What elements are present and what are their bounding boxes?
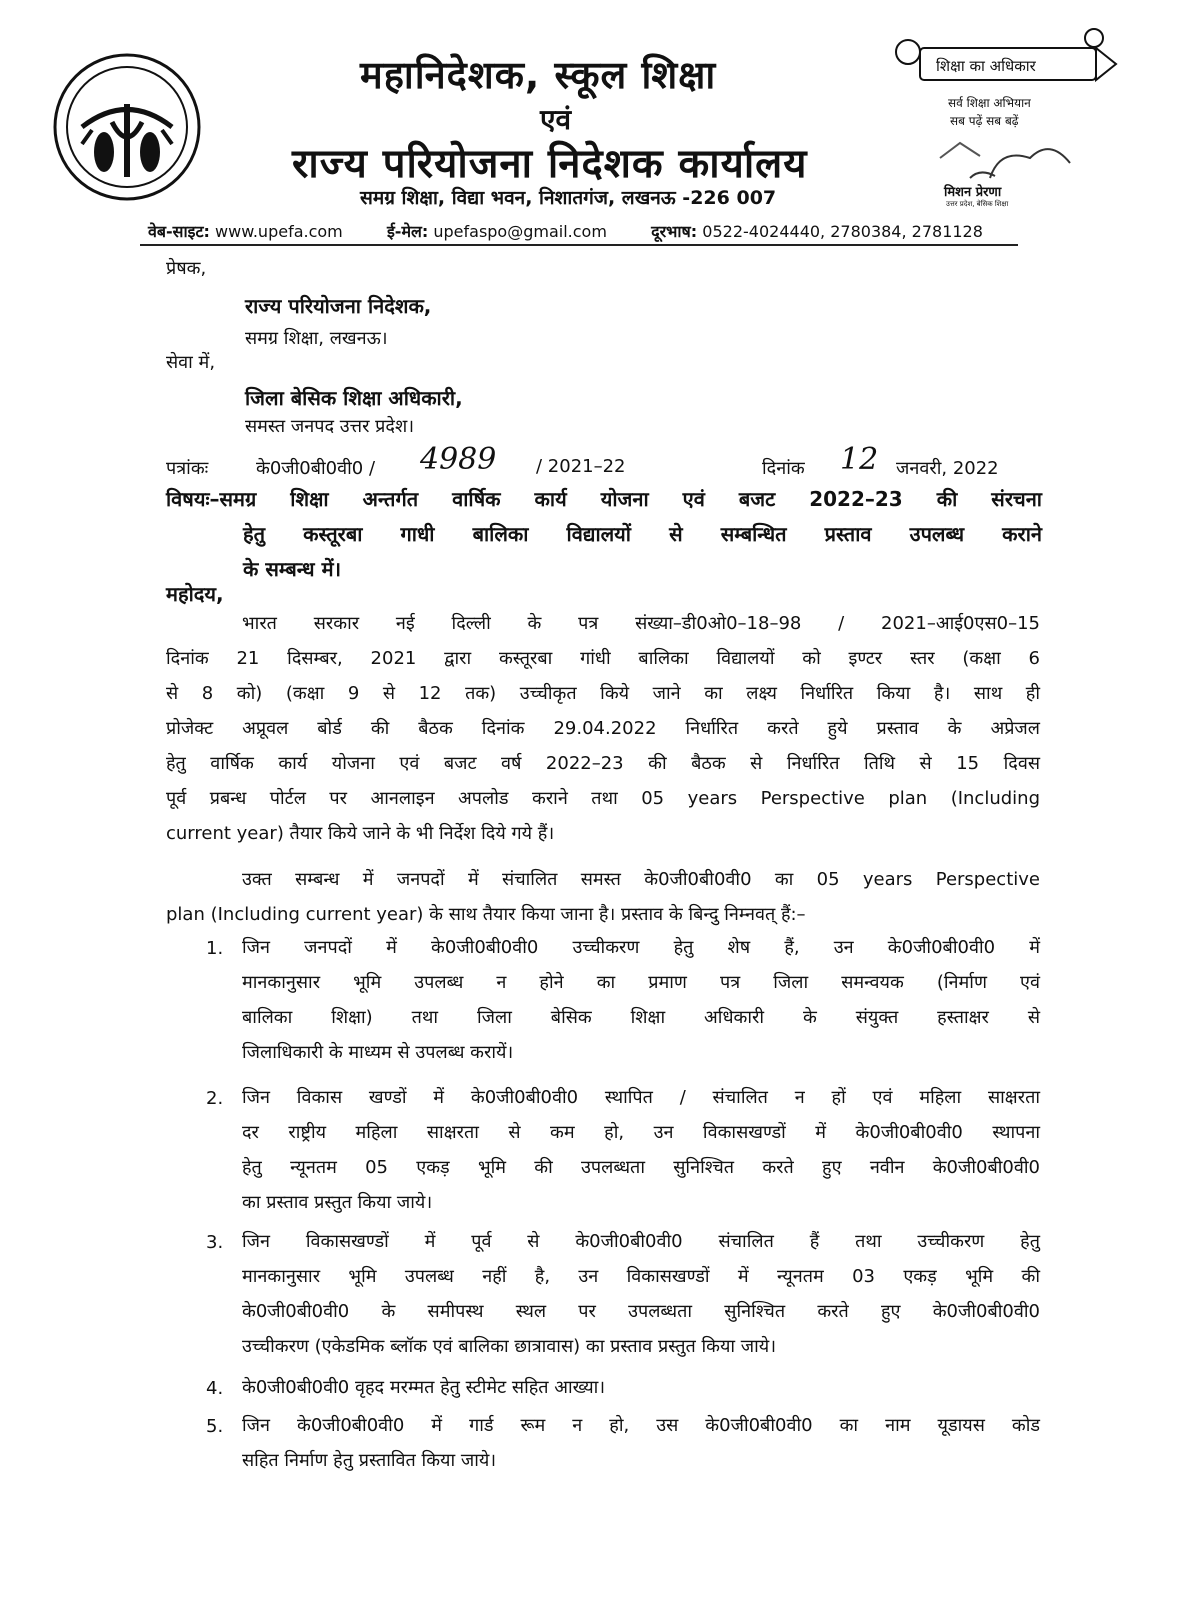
ssa-line-2: सब पढ़ें सब बढ़ें: [950, 114, 1019, 128]
subject-line-1: विषयः–समग्र शिक्षा अन्तर्गत वार्षिक कार्य योजना एवं बजट 2022–23 की संरचना: [166, 487, 1042, 511]
rte-ssa-logo: [880, 28, 1120, 218]
subject-line-3: के सम्बन्ध में।: [243, 557, 342, 581]
point-line: जिन विकास खण्डों में के0जी0बी0वी0 स्थापित / संचालित न हों एवं महिला साक्षरता: [242, 1087, 1040, 1108]
recipient-label: सेवा में,: [166, 352, 216, 373]
reference-code: के0जी0बी0वी0 /: [256, 458, 376, 479]
point-number: 5.: [206, 1416, 224, 1437]
point-line: दर राष्ट्रीय महिला साक्षरता से कम हो, उन विकासखण्डों में के0जी0बी0वी0 स्थापना: [242, 1122, 1040, 1143]
para1-line: प्रोजेक्ट अप्रूवल बोर्ड की बैठक दिनांक 29.04.2022 निर्धारित करते हुये प्रस्ताव के अप्रेजल: [166, 718, 1040, 739]
point-4: [242, 1370, 1040, 1405]
letterhead-address: समग्र शिक्षा, विद्या भवन, निशातगंज, लखनऊ -226 007: [360, 187, 777, 209]
point-line: का प्रस्ताव प्रस्तुत किया जाये।: [242, 1192, 433, 1213]
point-line: हेतु न्यूनतम 05 एकड़ भूमि की उपलब्धता सुनिश्चित करते हुए नवीन के0जी0बी0वी0: [242, 1157, 1040, 1178]
email-label: ई-मेल:: [386, 222, 429, 241]
ssa-line-1: सर्व शिक्षा अभियान: [948, 96, 1031, 110]
letterhead-line-3: राज्य परियोजना निदेशक कार्यालय: [292, 141, 808, 187]
para2-line: plan (Including current year) के साथ तैयार किया जाना है। प्रस्ताव के बिन्दु निम्नवत् हैं:–: [166, 904, 806, 925]
website-link[interactable]: www.upefa.com: [215, 222, 343, 241]
point-number: 2.: [206, 1088, 224, 1109]
point-line: मानकानुसार भूमि उपलब्ध नहीं है, उन विकासखण्डों में न्यूनतम 03 एकड़ भूमि की: [242, 1266, 1040, 1287]
paragraph-1: [166, 606, 1040, 851]
para1-line: हेतु वार्षिक कार्य योजना एवं बजट वर्ष 2022–23 की बैठक से निर्धारित तिथि से 15 दिवस: [166, 753, 1040, 774]
mission-prerna: मिशन प्रेरणा: [944, 185, 1002, 200]
sender-label: प्रेषक,: [166, 258, 207, 279]
point-line: जिन के0जी0बी0वी0 में गार्ड रूम न हो, उस के0जी0बी0वी0 का नाम यूडायस कोड: [242, 1415, 1040, 1436]
para1-line: दिनांक 21 दिसम्बर, 2021 द्वारा कस्तूरबा गांधी बालिका विद्यालयों को इण्टर स्तर (कक्षा 6: [166, 648, 1040, 669]
mission-prerna-sub: उत्तर प्रदेश, बेसिक शिक्षा: [946, 200, 1009, 208]
subject: [166, 484, 1042, 589]
recipient-place: समस्त जनपद उत्तर प्रदेश।: [245, 416, 415, 437]
point-line: बालिका शिक्षा) तथा जिला बेसिक शिक्षा अधिकारी के संयुक्त हस्ताक्षर से: [242, 1007, 1040, 1028]
paragraph-2: [166, 862, 1040, 932]
point-2: [242, 1080, 1040, 1220]
reference-number: 4989: [420, 442, 497, 477]
letterhead-line-2: एवं: [540, 103, 572, 136]
date-month-year: जनवरी, 2022: [896, 458, 999, 479]
point-line: जिन विकासखण्डों में पूर्व से के0जी0बी0वी0 संचालित हैं तथा उच्चीकरण हेतु: [242, 1231, 1040, 1252]
sender-name: राज्य परियोजना निदेशक,: [245, 294, 432, 318]
point-line: के0जी0बी0वी0 के समीपस्थ स्थल पर उपलब्धता सुनिश्चित करते हुए के0जी0बी0वी0: [242, 1301, 1040, 1322]
point-line: मानकानुसार भूमि उपलब्ध न होने का प्रमाण पत्र जिला समन्वयक (निर्माण एवं: [242, 972, 1040, 993]
contact-line: [148, 220, 983, 242]
point-line: जिलाधिकारी के माध्यम से उपलब्ध करायें।: [242, 1042, 514, 1063]
rte-title: शिक्षा का अधिकार: [936, 57, 1036, 75]
date-label: दिनांक: [762, 458, 805, 479]
point-number: 4.: [206, 1378, 224, 1399]
point-line: उच्चीकरण (एकेडमिक ब्लॉक एवं बालिका छात्रावास) का प्रस्ताव प्रस्तुत किया जाये।: [242, 1336, 777, 1357]
point-5: [242, 1408, 1040, 1478]
reference-year: / 2021–22: [536, 456, 626, 477]
reference-label: पत्रांकः: [166, 458, 209, 479]
para1-line: current year) तैयार किये जाने के भी निर्देश दिये गये हैं।: [166, 823, 555, 844]
header-divider: [140, 244, 1018, 246]
para2-line: उक्त सम्बन्ध में जनपदों में संचालित समस्त के0जी0बी0वी0 का 05 years Perspective: [242, 869, 1040, 890]
subject-line-2: हेतु कस्तूरबा गाधी बालिका विद्यालयों से सम्बन्धित प्रस्ताव उपलब्ध कराने: [243, 522, 1042, 546]
point-line: सहित निर्माण हेतु प्रस्तावित किया जाये।: [242, 1450, 497, 1471]
point-1: [242, 930, 1040, 1070]
salutation: महोदय,: [166, 582, 224, 606]
sender-place: समग्र शिक्षा, लखनऊ।: [245, 328, 388, 349]
point-number: 1.: [206, 938, 224, 959]
letterhead-line-1: महानिदेशक, स्कूल शिक्षा: [360, 53, 717, 97]
point-line: जिन जनपदों में के0जी0बी0वी0 उच्चीकरण हेतु शेष हैं, उन के0जी0बी0वी0 में: [242, 937, 1040, 958]
website-label: वेब-साइट:: [148, 222, 210, 241]
phone-numbers: 0522-4024440, 2780384, 2781128: [702, 222, 983, 241]
recipient-name: जिला बेसिक शिक्षा अधिकारी,: [245, 386, 463, 410]
point-3: [242, 1224, 1040, 1364]
para1-line: से 8 को) (कक्षा 9 से 12 तक) उच्चीकृत किये जाने का लक्ष्य निर्धारित किया है। साथ ही: [166, 683, 1040, 704]
phone-label: दूरभाष:: [651, 222, 698, 241]
date-day: 12: [840, 442, 879, 477]
email-link[interactable]: upefaspo@gmail.com: [433, 222, 607, 241]
point-number: 3.: [206, 1232, 224, 1253]
para1-line: भारत सरकार नई दिल्ली के पत्र संख्या–डी0ओ0–18–98 / 2021–आई0एस0–15: [242, 613, 1040, 634]
para1-line: पूर्व प्रबन्ध पोर्टल पर आनलाइन अपलोड कराने तथा 05 years Perspective plan (Including: [166, 788, 1040, 809]
up-government-emblem-icon: [52, 52, 202, 202]
point-line: के0जी0बी0वी0 वृहद मरम्मत हेतु स्टीमेट सहित आख्या।: [242, 1377, 606, 1398]
